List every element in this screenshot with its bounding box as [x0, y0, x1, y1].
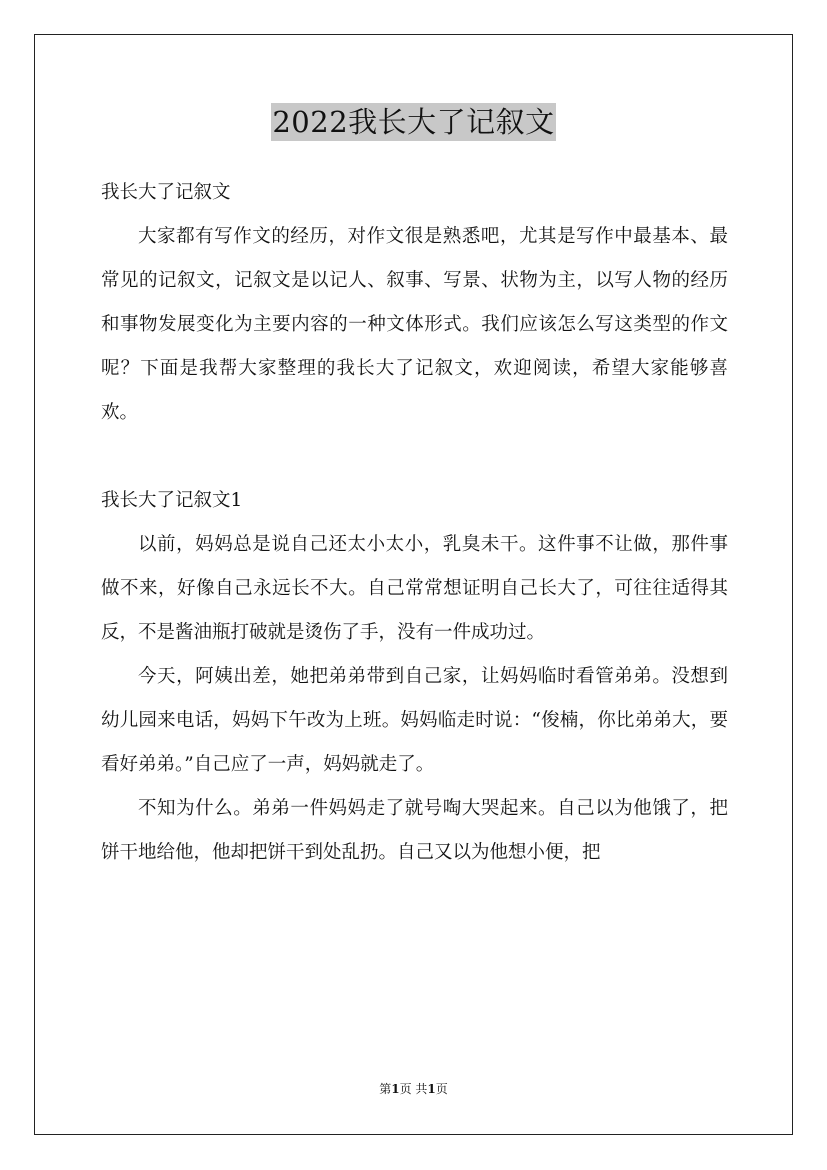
body-paragraph-2: 今天，阿姨出差，她把弟弟带到自己家，让妈妈临时看管弟弟。没想到幼儿园来电话，妈妈下午改为上班。妈妈临走时说：“俊楠，你比弟弟大，要看好弟弟。”自己应了一声，妈妈就走了。	[101, 666, 728, 775]
title-container	[0, 103, 827, 141]
page-current: 1	[391, 1082, 400, 1096]
page-suffix: 页	[435, 1082, 448, 1096]
body-paragraph-1: 以前，妈妈总是说自己还太小太小，乳臭未干。这件事不让做，那件事做不来，好像自己永远长不大。自己常常想证明自己长大了，可往往适得其反，不是酱油瓶打破就是烫伤了手，没有一件成功过。	[101, 534, 728, 643]
document-body	[101, 171, 728, 875]
page-total: 1	[427, 1082, 436, 1096]
intro-paragraph: 大家都有写作文的经历，对作文很是熟悉吧，尤其是写作中最基本、最常见的记叙文，记叙文是以记人、叙事、写景、状物为主，以写人物的经历和事物发展变化为主要内容的一种文体形式。我们应该怎么写这类型的作文呢？下面是我帮大家整理的我长大了记叙文，欢迎阅读，希望大家能够喜欢。	[101, 226, 728, 423]
document-title: 2022我长大了记叙文	[272, 105, 555, 139]
body-paragraph-3: 不知为什么。弟弟一件妈妈走了就号啕大哭起来。自己以为他饿了，把饼干地给他，他却把饼干到处乱扔。自己又以为他想小便，把	[101, 798, 728, 863]
page-prefix: 第	[379, 1082, 392, 1096]
intro-heading: 我长大了记叙文	[101, 182, 231, 203]
section-heading: 我长大了记叙文1	[101, 490, 243, 511]
page-mid: 页 共	[399, 1082, 428, 1096]
section-spacer	[101, 435, 728, 479]
page-footer	[0, 1081, 827, 1097]
